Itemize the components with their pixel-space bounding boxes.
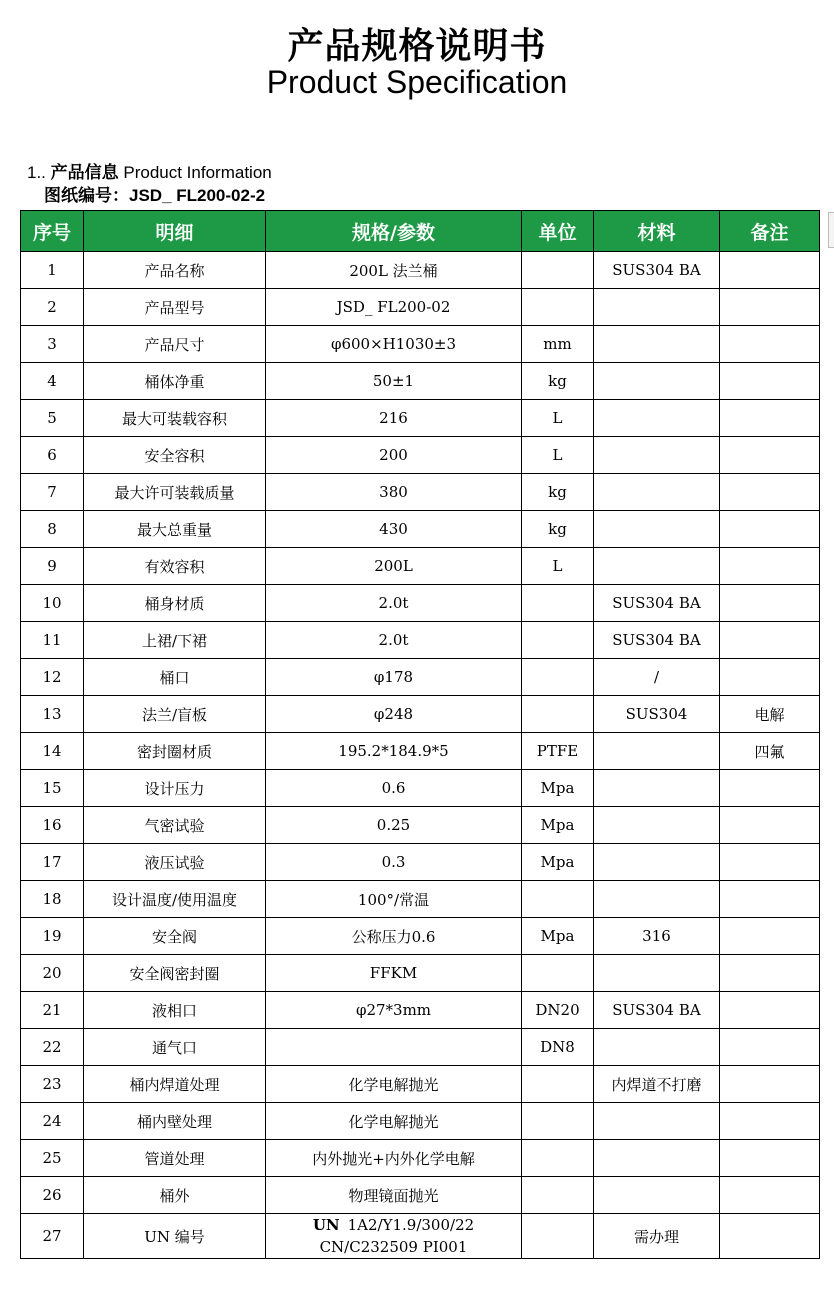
cell-spec: φ178 — [266, 659, 522, 696]
cell-material — [594, 1103, 720, 1140]
cell-unit: L — [522, 548, 594, 585]
cell-item: 设计温度/使用温度 — [84, 881, 266, 918]
cell-unit — [522, 585, 594, 622]
cell-unit — [522, 1214, 594, 1259]
cell-material — [594, 881, 720, 918]
cell-note — [720, 881, 820, 918]
cell-material — [594, 955, 720, 992]
cell-material — [594, 326, 720, 363]
cell-note — [720, 622, 820, 659]
cell-spec: 内外抛光+内外化学电解 — [266, 1140, 522, 1177]
table-row — [21, 992, 820, 1029]
section-title-en: Product Information — [123, 163, 272, 182]
cell-spec — [266, 1214, 522, 1259]
cell-spec: 200L 法兰桶 — [266, 252, 522, 289]
cell-note — [720, 659, 820, 696]
cell-index: 18 — [21, 881, 84, 918]
cell-spec: 0.3 — [266, 844, 522, 881]
cell-index: 7 — [21, 474, 84, 511]
cell-unit: L — [522, 400, 594, 437]
cell-item: 产品名称 — [84, 252, 266, 289]
cell-material — [594, 733, 720, 770]
un-code-line2: CN/C232509 PI001 — [319, 1238, 468, 1256]
cell-unit: DN8 — [522, 1029, 594, 1066]
cell-unit: Mpa — [522, 770, 594, 807]
cell-item: 通气口 — [84, 1029, 266, 1066]
cell-unit — [522, 955, 594, 992]
cell-index: 13 — [21, 696, 84, 733]
cell-unit: Mpa — [522, 918, 594, 955]
table-row — [21, 622, 820, 659]
cell-spec: 2.0t — [266, 585, 522, 622]
cell-material: SUS304 BA — [594, 992, 720, 1029]
cell-item: 设计压力 — [84, 770, 266, 807]
cell-unit: Mpa — [522, 807, 594, 844]
cell-item: 液相口 — [84, 992, 266, 1029]
table-row — [21, 437, 820, 474]
cell-note — [720, 363, 820, 400]
cell-material: SUS304 — [594, 696, 720, 733]
cell-note — [720, 844, 820, 881]
drawing-number: 图纸编号：JSD_ FL200-02-2 — [44, 186, 266, 205]
cell-item: 桶内壁处理 — [84, 1103, 266, 1140]
cell-item: 桶体净重 — [84, 363, 266, 400]
cell-unit — [522, 881, 594, 918]
table-header-row — [21, 211, 820, 252]
cell-unit: L — [522, 437, 594, 474]
cell-spec — [266, 1029, 522, 1066]
table-row — [21, 1140, 820, 1177]
table-row — [21, 807, 820, 844]
cell-index: 10 — [21, 585, 84, 622]
cell-material: SUS304 BA — [594, 252, 720, 289]
cell-material: SUS304 BA — [594, 622, 720, 659]
section-number: 1.. — [27, 163, 46, 182]
cell-index: 16 — [21, 807, 84, 844]
cell-spec: 430 — [266, 511, 522, 548]
cell-note: 电解 — [720, 696, 820, 733]
cell-note — [720, 474, 820, 511]
cell-spec: φ600×H1030±3 — [266, 326, 522, 363]
cell-index: 19 — [21, 918, 84, 955]
table-row — [21, 474, 820, 511]
cell-index: 3 — [21, 326, 84, 363]
cell-index: 6 — [21, 437, 84, 474]
cell-unit — [522, 1103, 594, 1140]
cell-note: 四氟 — [720, 733, 820, 770]
table-row — [21, 511, 820, 548]
cell-index: 1 — [21, 252, 84, 289]
table-row — [21, 326, 820, 363]
cell-item: 气密试验 — [84, 807, 266, 844]
cell-item: 桶外 — [84, 1177, 266, 1214]
cell-item: 最大总重量 — [84, 511, 266, 548]
cell-spec: φ248 — [266, 696, 522, 733]
spec-table — [20, 210, 820, 1259]
cell-unit — [522, 1177, 594, 1214]
cell-unit: kg — [522, 474, 594, 511]
cell-note — [720, 1066, 820, 1103]
cell-index: 21 — [21, 992, 84, 1029]
table-row — [21, 289, 820, 326]
cell-material — [594, 1140, 720, 1177]
un-code-line1: 1A2/Y1.9/300/22 — [347, 1216, 475, 1234]
cell-unit: kg — [522, 511, 594, 548]
header-unit: 单位 — [522, 211, 594, 252]
cell-note — [720, 289, 820, 326]
cell-index: 24 — [21, 1103, 84, 1140]
cell-index: 27 — [21, 1214, 84, 1259]
cell-item: 管道处理 — [84, 1140, 266, 1177]
table-row — [21, 659, 820, 696]
un-mark: UN — [312, 1216, 340, 1234]
table-row — [21, 844, 820, 881]
table-row — [21, 1214, 820, 1259]
table-row — [21, 400, 820, 437]
cell-material — [594, 474, 720, 511]
cell-material: / — [594, 659, 720, 696]
cell-unit — [522, 1066, 594, 1103]
cell-note — [720, 511, 820, 548]
cell-item: 最大可装载容积 — [84, 400, 266, 437]
cell-note — [720, 1177, 820, 1214]
cell-note — [720, 326, 820, 363]
cell-spec: 200 — [266, 437, 522, 474]
header-spec: 规格/参数 — [266, 211, 522, 252]
cell-item: UN 编号 — [84, 1214, 266, 1259]
cell-spec: 0.25 — [266, 807, 522, 844]
cell-item: 上裙/下裙 — [84, 622, 266, 659]
cell-note — [720, 548, 820, 585]
table-row — [21, 585, 820, 622]
cell-note — [720, 1140, 820, 1177]
cell-note — [720, 770, 820, 807]
cell-spec: 物理镜面抛光 — [266, 1177, 522, 1214]
cell-material — [594, 844, 720, 881]
cell-unit — [522, 622, 594, 659]
cell-material — [594, 289, 720, 326]
cell-item: 桶口 — [84, 659, 266, 696]
table-row — [21, 881, 820, 918]
table-row — [21, 770, 820, 807]
cell-item: 桶内焊道处理 — [84, 1066, 266, 1103]
cell-unit: DN20 — [522, 992, 594, 1029]
cell-item: 桶身材质 — [84, 585, 266, 622]
cell-item: 液压试验 — [84, 844, 266, 881]
cell-note — [720, 918, 820, 955]
cell-note — [720, 955, 820, 992]
cell-index: 17 — [21, 844, 84, 881]
cell-spec: 化学电解抛光 — [266, 1103, 522, 1140]
cell-item: 密封圈材质 — [84, 733, 266, 770]
table-row — [21, 1177, 820, 1214]
cell-material — [594, 770, 720, 807]
cell-spec: 216 — [266, 400, 522, 437]
cell-material — [594, 437, 720, 474]
cell-note — [720, 400, 820, 437]
table-row — [21, 363, 820, 400]
cell-note — [720, 252, 820, 289]
cell-material — [594, 548, 720, 585]
cell-unit: kg — [522, 363, 594, 400]
cell-spec: 380 — [266, 474, 522, 511]
section-heading — [27, 158, 272, 183]
cell-note — [720, 807, 820, 844]
cell-spec: JSD_ FL200-02 — [266, 289, 522, 326]
cell-spec: 200L — [266, 548, 522, 585]
cell-index: 8 — [21, 511, 84, 548]
table-row — [21, 733, 820, 770]
cell-spec: 化学电解抛光 — [266, 1066, 522, 1103]
header-item: 明细 — [84, 211, 266, 252]
cell-index: 15 — [21, 770, 84, 807]
cell-note — [720, 1103, 820, 1140]
cell-index: 5 — [21, 400, 84, 437]
cell-unit: PTFE — [522, 733, 594, 770]
cell-index: 12 — [21, 659, 84, 696]
cell-material: 需办理 — [594, 1214, 720, 1259]
cell-material: 316 — [594, 918, 720, 955]
scroll-edge-tab[interactable] — [828, 212, 834, 248]
header-note: 备注 — [720, 211, 820, 252]
cell-note — [720, 585, 820, 622]
cell-index: 4 — [21, 363, 84, 400]
cell-spec: 2.0t — [266, 622, 522, 659]
cell-index: 20 — [21, 955, 84, 992]
cell-unit — [522, 252, 594, 289]
table-row — [21, 696, 820, 733]
table-row — [21, 1103, 820, 1140]
cell-material — [594, 1177, 720, 1214]
cell-note — [720, 992, 820, 1029]
cell-item: 安全阀密封圈 — [84, 955, 266, 992]
cell-item: 法兰/盲板 — [84, 696, 266, 733]
header-index: 序号 — [21, 211, 84, 252]
cell-unit — [522, 659, 594, 696]
cell-unit: Mpa — [522, 844, 594, 881]
cell-spec: 0.6 — [266, 770, 522, 807]
cell-unit — [522, 289, 594, 326]
table-row — [21, 548, 820, 585]
cell-material — [594, 363, 720, 400]
header-material: 材料 — [594, 211, 720, 252]
cell-item: 产品尺寸 — [84, 326, 266, 363]
cell-item: 有效容积 — [84, 548, 266, 585]
cell-material: 内焊道不打磨 — [594, 1066, 720, 1103]
cell-index: 23 — [21, 1066, 84, 1103]
table-row — [21, 955, 820, 992]
cell-note — [720, 437, 820, 474]
cell-item: 安全阀 — [84, 918, 266, 955]
cell-unit — [522, 1140, 594, 1177]
table-row — [21, 1029, 820, 1066]
section-title-cn: 产品信息 — [50, 163, 119, 182]
cell-spec: 195.2*184.9*5 — [266, 733, 522, 770]
page-title-en: Product Specification — [266, 64, 568, 100]
cell-material: SUS304 BA — [594, 585, 720, 622]
cell-spec: 公称压力0.6 — [266, 918, 522, 955]
cell-spec: 100°/常温 — [266, 881, 522, 918]
cell-index: 22 — [21, 1029, 84, 1066]
cell-item: 安全容积 — [84, 437, 266, 474]
cell-item: 最大许可装载质量 — [84, 474, 266, 511]
table-row — [21, 252, 820, 289]
cell-index: 11 — [21, 622, 84, 659]
cell-index: 9 — [21, 548, 84, 585]
cell-spec: φ27*3mm — [266, 992, 522, 1029]
cell-spec: 50±1 — [266, 363, 522, 400]
cell-spec: FFKM — [266, 955, 522, 992]
page-title-cn: 产品规格说明书 — [287, 26, 547, 67]
table-row — [21, 1066, 820, 1103]
cell-material — [594, 511, 720, 548]
cell-index: 2 — [21, 289, 84, 326]
cell-item: 产品型号 — [84, 289, 266, 326]
cell-material — [594, 400, 720, 437]
cell-unit — [522, 696, 594, 733]
cell-material — [594, 1029, 720, 1066]
cell-index: 26 — [21, 1177, 84, 1214]
cell-index: 25 — [21, 1140, 84, 1177]
cell-note — [720, 1029, 820, 1066]
cell-material — [594, 807, 720, 844]
table-row — [21, 918, 820, 955]
cell-unit: mm — [522, 326, 594, 363]
cell-note — [720, 1214, 820, 1259]
cell-index: 14 — [21, 733, 84, 770]
